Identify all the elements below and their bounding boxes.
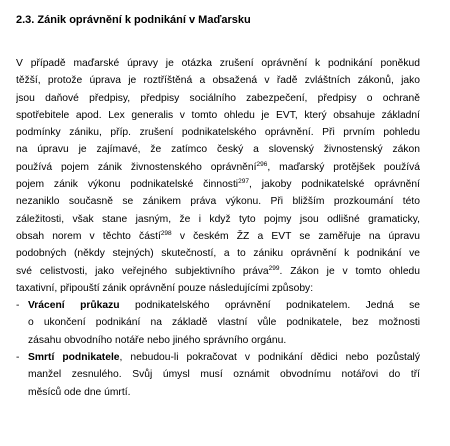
bullet-continuation: o ukončení podnikání na základě vlastní vůle podnikatele, bez možnosti xyxy=(28,317,420,329)
paragraph-line: V případě maďarské úpravy je otázka zrušení oprávnění k podnikání poněkud xyxy=(16,58,420,69)
text-span: , jakoby podnikatelské oprávnění xyxy=(248,179,420,191)
bullet-continuation: zásahu obvodního notáře nebo jiného správního orgánu. xyxy=(28,334,287,346)
paragraph-line: jsou daňové předpisy, předpisy sociálního zabezpečení, předpisy o ochraně xyxy=(16,92,420,104)
bullet-continuation: manžel zesnulého. Svůj úmysl musí oznámit obvodnímu notářovi do tří xyxy=(28,369,420,381)
paragraph-line: taxativní, připouští zánik oprávnění pouze následujícími způsoby: xyxy=(16,282,314,294)
section-body xyxy=(16,55,420,401)
paragraph-line xyxy=(16,263,420,280)
footnote-ref: 296 xyxy=(256,160,268,168)
bullet-term: Vrácení průkazu xyxy=(28,300,120,312)
paragraph-line xyxy=(16,159,420,176)
text-span: podnikatelského oprávnění podnikatelem. Jedná se xyxy=(119,300,420,312)
bullet-term: Smrtí podnikatele xyxy=(28,352,120,364)
paragraph-line: podmínky zániku, příp. zrušení podnikatelského oprávnění. Při prvním pohledu xyxy=(16,127,420,139)
footnote-ref: 297 xyxy=(238,178,249,186)
bullet-item xyxy=(16,349,420,366)
bullet-continuation: měsíců ode dne úmrtí. xyxy=(28,386,131,398)
paragraph-line: spotřebitele apod. Lex generalis v tomto ohledu je EVT, který obsahuje základní xyxy=(16,109,420,121)
paragraph-line: těžší, protože úprava je roztříštěná a obsažená v řadě zvláštních zákonů, jako xyxy=(16,75,420,87)
paragraph-line: na úpravu je zajímavé, že zatímco český a slovenský živnostenský zákon xyxy=(16,144,420,156)
footnote-ref: 299 xyxy=(268,264,280,272)
section-heading: 2.3. Zánik oprávnění k podnikání v Maďarsku xyxy=(16,14,251,26)
text-span: v českém ŽZ a EVT se zaměřuje na úpravu xyxy=(171,230,420,242)
text-span: používá pojem zánik živnostenského oprávnění xyxy=(16,161,257,173)
paragraph-line: nezaniklo současně se zánikem práva výkonu. Při bližším prozkoumání této xyxy=(16,196,420,208)
paragraph-line xyxy=(16,228,420,245)
bullet-item xyxy=(16,297,420,314)
text-span: , maďarský protějšek používá xyxy=(267,161,420,173)
text-span: své celistvosti, jako veřejného subjektivního práva xyxy=(16,265,269,277)
paragraph-line xyxy=(16,176,420,193)
paragraph-line: záležitosti, však stane jasným, že i když tyto pojmy jsou odlišné gramaticky, xyxy=(16,213,420,225)
text-span: , nebudou-li pokračovat v podnikání dědici nebo pozůstalý xyxy=(119,352,420,364)
text-span: obsah norem v těchto částí xyxy=(16,230,161,242)
paragraph-line: podobných (někdy stejných) skutečností, a to zániku oprávnění k podnikání ve xyxy=(16,248,420,260)
text-span: . Zákon je v tomto ohledu xyxy=(279,265,420,277)
text-span: pojem zánik výkonu podnikatelské činnosti xyxy=(16,179,239,191)
footnote-ref: 298 xyxy=(160,229,172,237)
